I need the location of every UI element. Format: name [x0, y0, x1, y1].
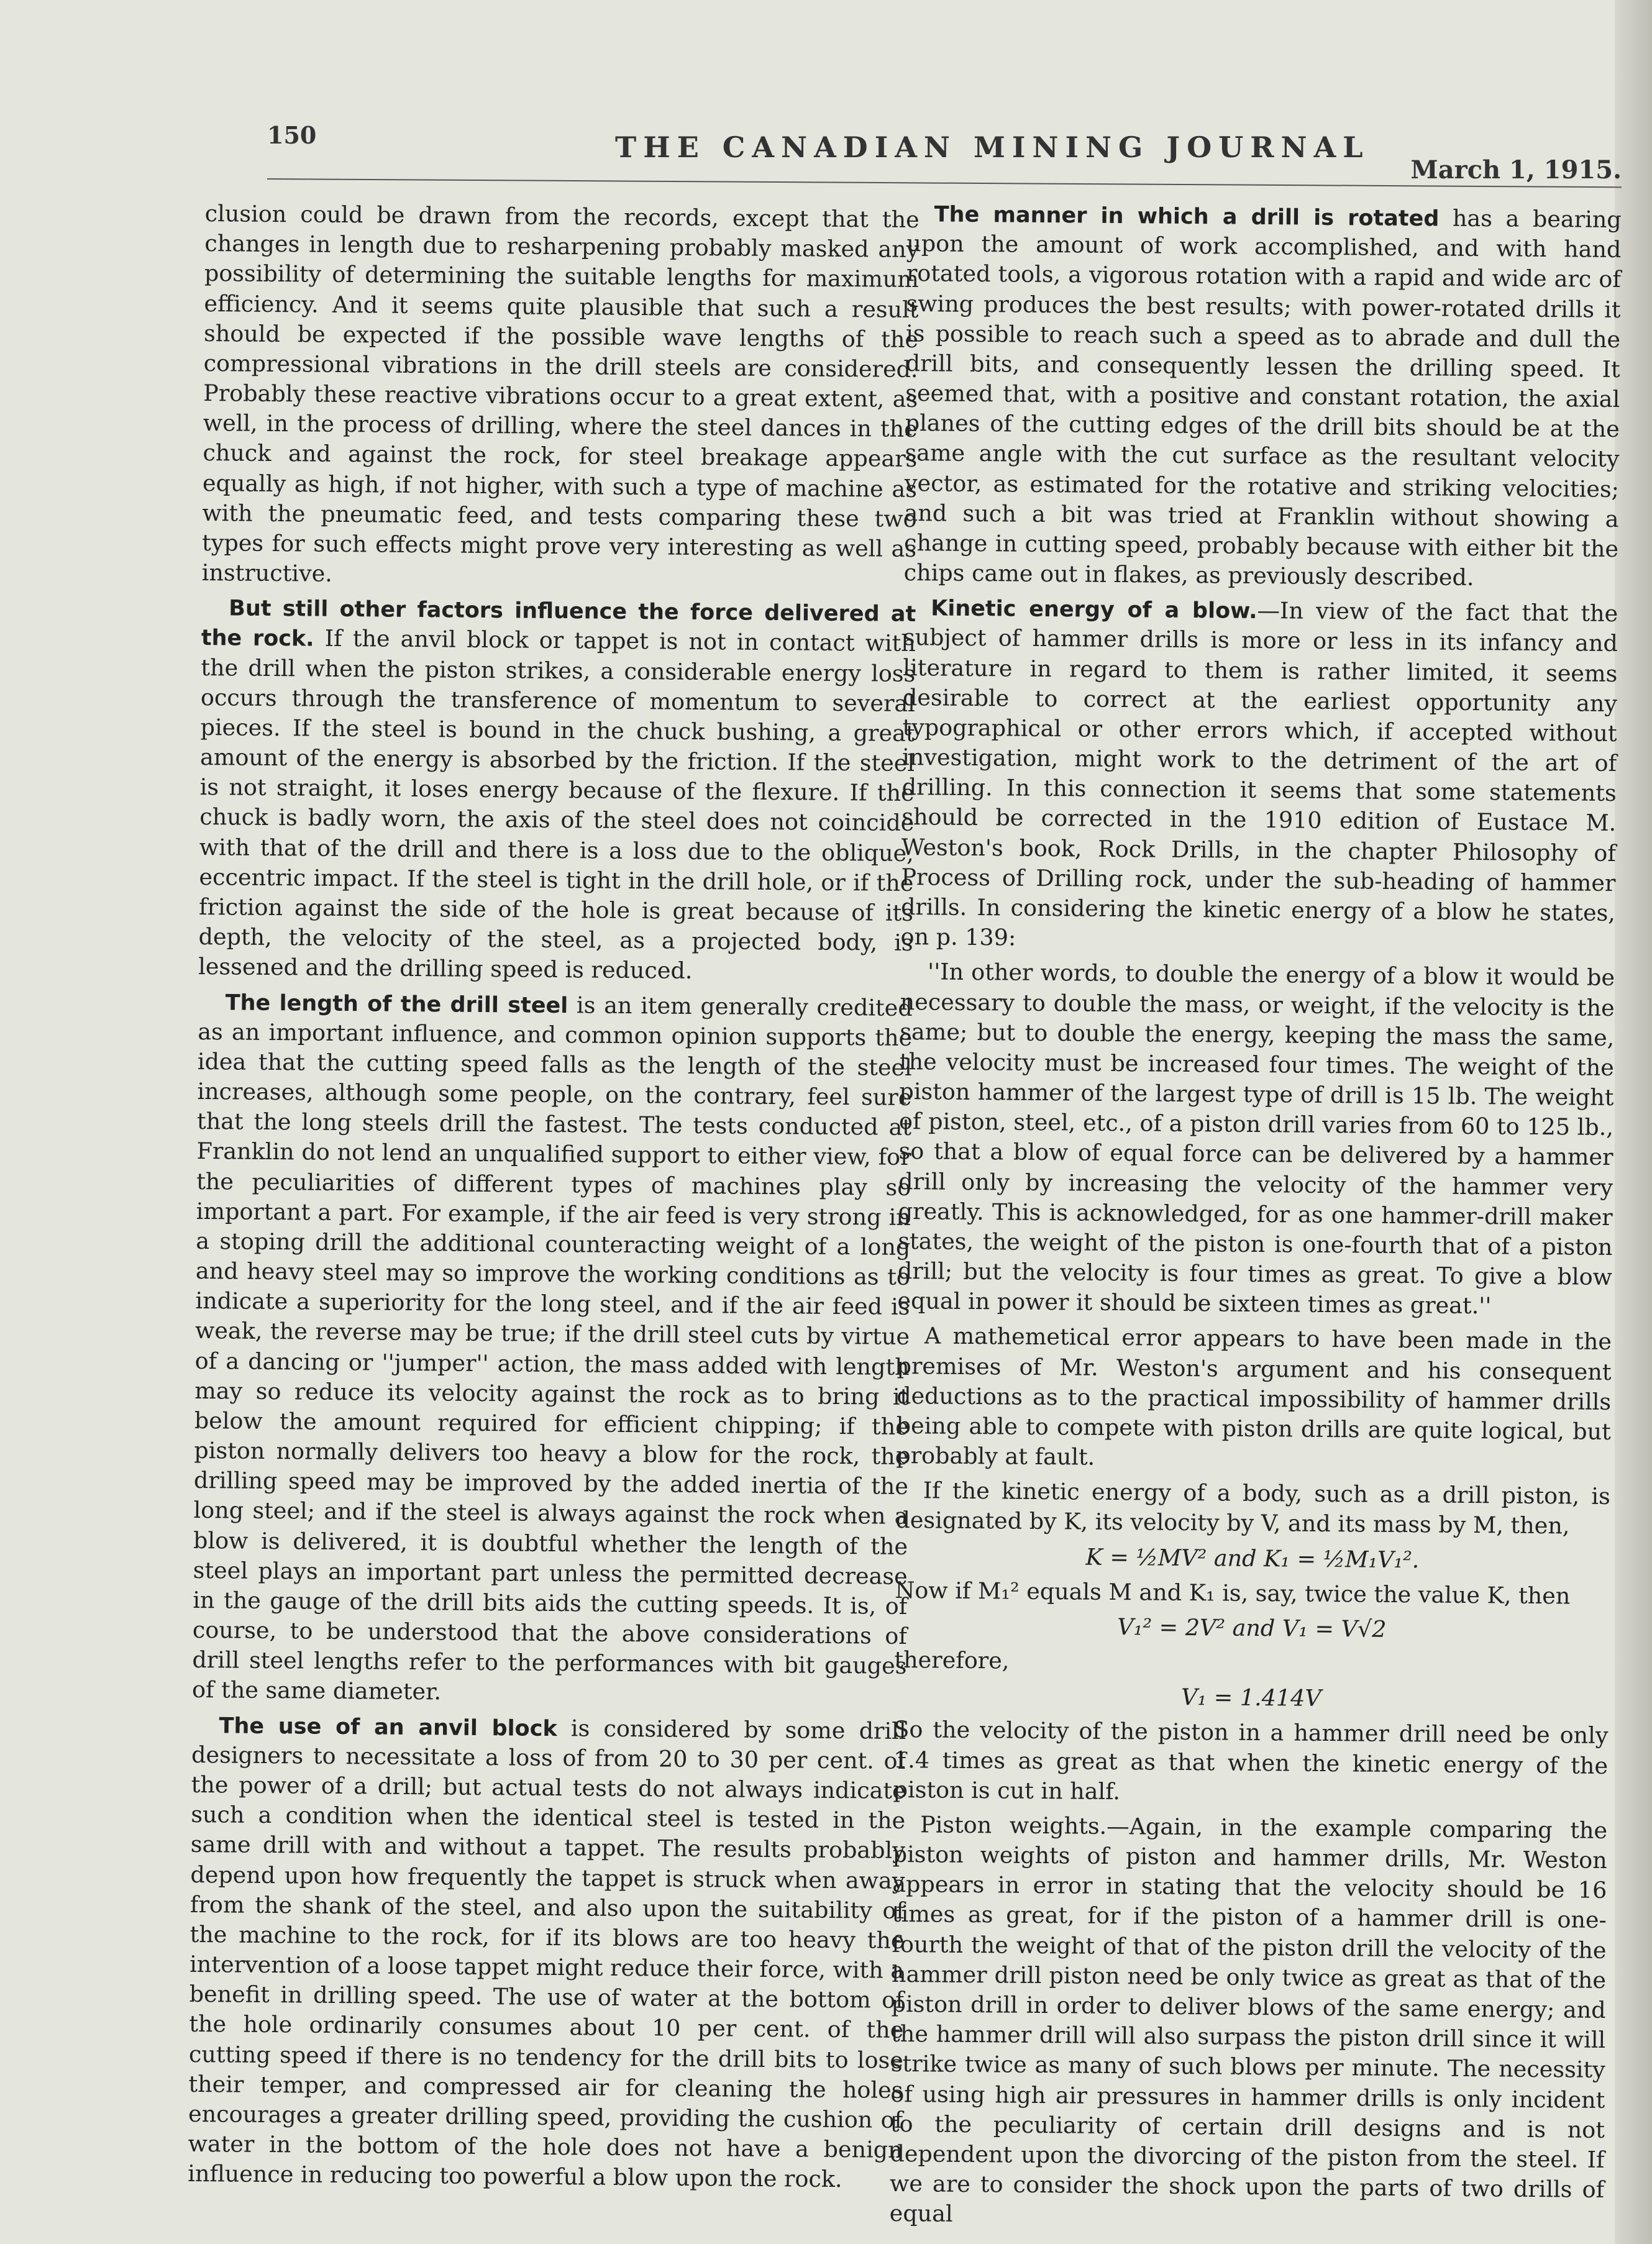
page-header: [267, 109, 1622, 189]
equation: V₁² = 2V² and V₁ = V√2: [1117, 1613, 1387, 1643]
paragraph-lead: But still other factors influence the force delivered at the rock.: [201, 596, 916, 652]
right-column: [889, 199, 1622, 2240]
paragraph: clusion could be drawn from the records, except that the changes in length due to resharpening probably masked any possibility of determining the suitable lengths for maximum efficiency. And it seems quite plausible that such a result should be expected if the possible wave lengths of the compressional vibrations in the drill steels are considered. Probably these reactive vibrations occur to a great extent, as well, in the process of drilling, where the steel dances in the chuck and against the rock, for steel breakage appears equally as high, if not higher, with such a type of machine as with the pneumatic feed, and tests comparing these two types for such effects might prove very interesting as well as instructive.: [201, 199, 920, 587]
paragraph: If the kinetic energy of a body, such as a drill piston, is designated by K, its velocity by V, and its mass by M, then,: [895, 1477, 1611, 1539]
paragraph: [188, 1710, 906, 2196]
quotation: ''In other words, to double the energy of a blow it would be necessary to double the mass, or weight, if the velocity is the same; but to double the energy, keeping the mass the same, the velocity must be increased four times. The weight of the piston hammer of the largest type of drill is 15 lb. The weight of piston, steel, etc., of a piston drill varies from 60 to 125 lb., so that a blow of equal force can be delivered by a hammer drill only by increasing the velocity of the hammer very greatly. This is acknowledged, for as one hammer-drill maker states, the weight of the piston is one-fourth that of a piston drill; but the velocity is four times as great. To give a blow equal in power it should be sixteen times as great.'': [897, 958, 1615, 1320]
paragraph-lead: Kinetic energy of a blow.: [931, 596, 1257, 624]
paragraph-lead: The use of an anvil block: [219, 1713, 557, 1741]
paragraph: Now if M₁² equals M and K₁ is, say, twice the value K, then: [895, 1576, 1571, 1610]
paragraph: [192, 987, 913, 1711]
paragraph: A mathemetical error appears to have been made in the premises of Mr. Weston's argument and his consequent deductions as to the practical impossibility of hammer drills being able to compete with piston drills are quite logical, but probably at fault.: [896, 1322, 1612, 1471]
paragraph: [900, 593, 1618, 958]
page-number: 150: [267, 121, 317, 149]
paragraph: Piston weights.—Again, in the example comparing the piston weights of piston and hammer drills, Mr. Weston appears in error in stating that the velocity should be 16 times as great, for if the piston of a hammer drill is one-fourth the weight of that of the piston drill the velocity of the hammer drill piston need be only twice as great as that of the piston drill in order to deliver blows of the same energy; and the hammer drill will also surpass the piston drill since it will strike twice as many of such blows per minute. The necessity of using high air pressures in hammer drills is only incident to the peculiarity of certain drill designs and is not dependent upon the divorcing of the piston from the steel. If we are to consider the shock upon the parts of two drills of equal: [889, 1811, 1608, 2227]
issue-date: March 1, 1915.: [1410, 155, 1622, 185]
paragraph-body: is considered by some drill designers to necessitate a loss of from 20 to 30 per cent. of the power of a drill; but actual tests do not always indicate such a condition when the identical steel is tested in the same drill with and without a tappet. The results probably depend upon how frequently the tappet is struck when away from the shank of the steel, and also upon the suitability of the machine to the rock, for if its blows are too heavy the intervention of a loose tappet might reduce their force, with a benefit in drilling speed. The use of water at the bottom of the hole ordinarily consumes about 10 per cent. of the cutting speed if there is no tendency for the drill bits to lose their temper, and compressed air for cleaning the holes encourages a greater drilling speed, providing the cushion of water in the bottom of the hole does not have a benign influence in reducing too powerful a blow upon the rock.: [188, 1714, 906, 2193]
equation: K = ½MV² and K₁ = ½M₁V₁².: [1085, 1543, 1420, 1573]
paragraph-body: —In view of the fact that the subject of hammer drills is more or less in its infancy and literature in regard to them is rather limited, it seems desirable to correct at the earliest opportunity any typographical or other errors which, if accepted without investigation, might work to the detriment of the art of drilling. In this connection it seems that some statements should be corrected in the 1910 edition of Eustace M. Weston's book, Rock Drills, in the chapter Philosophy of Process of Drilling rock, under the sub-heading of hammer drills. In considering the kinetic energy of a blow he states, on p. 139:: [900, 597, 1618, 951]
paragraph: [198, 593, 916, 988]
paragraph-lead: The manner in which a drill is rotated: [934, 202, 1440, 232]
left-column: [188, 199, 920, 2200]
paragraph-body: If the anvil block or tappet is not in contact with the drill when the piston strikes, a considerable energy loss occurs through the transference of momentum to several pieces. If the steel is bound in the chuck bushing, a great amount of the energy is absorbed by the friction. If the steel is not straight, it loses energy because of the flexure. If the chuck is badly worn, the axis of the steel does not coincide with that of the drill and there is a loss due to the oblique, eccentric impact. If the steel is tight in the drill hole, or if the friction against the side of the hole is great because of its depth, the velocity of the steel, as a projected body, is lessened and the drilling speed is reduced.: [198, 624, 916, 985]
paragraph-lead: The length of the drill steel: [225, 990, 568, 1018]
paragraph: So the velocity of the piston in a hammer drill need be only 1.4 times as great as that when the kinetic energy of the piston is cut in half.: [893, 1716, 1609, 1805]
equation: V₁ = 1.414V: [1180, 1684, 1321, 1712]
paragraph-body: is an item generally credited as an important influence, and common opinion supports the idea that the cutting speed falls as the length of the steel increases, although some people, on the contrary, feel sure that the long steels drill the fastest. The tests conducted at Franklin do not lend an unqualified support to either view, for the peculiarities of different types of machines play so important a part. For example, if the air feed is very strong in a stoping drill the additional counteracting weight of a long and heavy steel may so improve the working conditions as to indicate a superiority for the long steel, and if the air feed is weak, the reverse may be true; if the drill steel cuts by virtue of a dancing or ''jumper'' action, the mass added with length may so reduce its velocity against the rock as to bring it below the amount required for efficient chipping; if the piston normally delivers too heavy a blow for the rock, the drilling speed may be improved by the added inertia of the long steel; and if the steel is always against the rock when a blow is delivered, it is doubtful whether the length of the steel plays an important part unless the permitted decrease in the gauge of the drill bits aids the cutting speeds. It is, of course, to be understood that the above considerations of drill steel lengths refer to the performances with bit gauges of the same diameter.: [191, 991, 913, 1705]
paragraph: [904, 199, 1622, 594]
journal-title: THE CANADIAN MINING JOURNAL: [615, 130, 1370, 164]
paragraph: therefore,: [894, 1646, 1010, 1674]
paragraph-body: has a bearing upon the amount of work accomplished, and with hand rotated tools, a vigorous rotation with a rapid and wide arc of swing produces the best results; with power-rotated drills it is possible to reach such a speed as to abrade and dull the drill bits, and consequently lessen the drilling speed. It seemed that, with a positive and constant rotation, the axial planes of the cutting edges of the drill bits should be at the same angle with the cut surface as the resultant velocity vector, as estimated for the rotative and striking velocities; and such a bit was tried at Franklin without showing a change in cutting speed, probably because with either bit the chips came out in flakes, as previously described.: [903, 204, 1622, 591]
